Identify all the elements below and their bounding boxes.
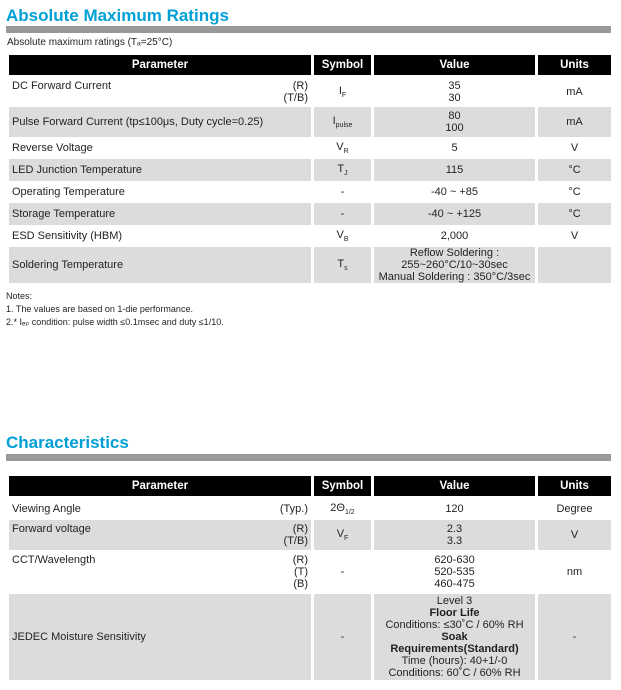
- symbol-cell: [313, 550, 373, 594]
- note-2: 2.* Iₑₚ condition: pulse width ≤0.1msec and duty ≤1/10.: [6, 317, 224, 327]
- table-row: [8, 247, 613, 283]
- value-cell: [373, 247, 537, 283]
- symbol: 2Θ: [330, 502, 345, 515]
- value-line: 5: [451, 141, 458, 154]
- parameter-name: ESD Sensitivity (HBM): [12, 229, 123, 242]
- header-units: Units: [537, 55, 613, 77]
- unit-cell: °C: [537, 203, 613, 225]
- value-line: -40 ~ +85: [430, 185, 479, 198]
- value-line: 2.3: [446, 522, 463, 535]
- value-cell: [373, 225, 537, 247]
- symbol: T: [337, 257, 345, 270]
- symbol: I: [338, 85, 342, 98]
- value-cell: [373, 137, 537, 159]
- parameter-name: Viewing Angle: [12, 503, 81, 516]
- symbol-subscript: R: [343, 147, 349, 155]
- parameter-qualifiers: [284, 523, 308, 547]
- header-value: Value: [373, 55, 537, 77]
- symbol-cell: [313, 181, 373, 203]
- characteristics-table: [6, 476, 614, 680]
- unit-cell: V: [537, 137, 613, 159]
- parameter-wrap: [12, 164, 308, 176]
- parameter-wrap: [12, 116, 308, 128]
- parameter-cell: [8, 594, 313, 680]
- value-cell: [373, 550, 537, 594]
- value-line: Floor Life: [429, 606, 480, 619]
- value-cell: [373, 203, 537, 225]
- qualifier: (T): [293, 565, 308, 578]
- value-cell: [373, 77, 537, 107]
- value-line: 30: [448, 92, 461, 105]
- unit-cell: V: [537, 520, 613, 550]
- parameter-cell: [8, 159, 313, 181]
- value-cell: [373, 594, 537, 680]
- symbol-subscript: s: [344, 264, 348, 272]
- value-cell: [373, 159, 537, 181]
- table-caption: Absolute maximum ratings (Tₐ=25°C): [7, 37, 173, 48]
- section-divider: [6, 26, 611, 33]
- parameter-cell: [8, 247, 313, 283]
- header-value: Value: [373, 476, 537, 498]
- parameter-wrap: [12, 631, 308, 643]
- header-parameter: Parameter: [8, 55, 313, 77]
- symbol: -: [340, 207, 345, 220]
- value-line: Level 3: [436, 594, 473, 607]
- table-row: [8, 520, 613, 550]
- qualifier: (Typ.): [279, 503, 308, 516]
- table-row: [8, 137, 613, 159]
- value-line: 520-535: [434, 565, 475, 578]
- value-line: 120: [445, 503, 464, 516]
- notes-heading: Notes:: [6, 291, 33, 301]
- qualifier: (R): [292, 522, 308, 535]
- symbol-cell: [313, 247, 373, 283]
- qualifier: (R): [292, 553, 308, 566]
- table-row: [8, 181, 613, 203]
- qualifier: (R): [292, 80, 308, 93]
- parameter-name: LED Junction Temperature: [12, 163, 143, 176]
- header-parameter: Parameter: [8, 476, 313, 498]
- symbol-subscript: 1/2: [344, 509, 355, 517]
- value-line: Conditions: 60˚C / 60% RH: [388, 666, 521, 679]
- symbol: -: [340, 630, 345, 643]
- abs-max-table: [6, 55, 614, 283]
- value-cell: [373, 181, 537, 203]
- parameter-wrap: [12, 208, 308, 220]
- symbol: I: [332, 114, 336, 127]
- value-cell: [373, 520, 537, 550]
- unit-cell: °C: [537, 159, 613, 181]
- parameter-cell: [8, 181, 313, 203]
- unit-cell: °C: [537, 181, 613, 203]
- symbol-cell: [313, 520, 373, 550]
- table-row: [8, 498, 613, 520]
- header-symbol: Symbol: [313, 55, 373, 77]
- symbol: V: [336, 140, 344, 153]
- parameter-cell: [8, 550, 313, 594]
- parameter-name: DC Forward Current: [12, 80, 112, 93]
- value-line: Manual Soldering : 350°C/3sec: [378, 270, 531, 283]
- value-line: -40 ~ +125: [427, 207, 482, 220]
- parameter-name: Forward voltage: [12, 522, 91, 535]
- value-line: 460-475: [434, 577, 475, 590]
- symbol: -: [340, 565, 345, 578]
- parameter-name: CCT/Wavelength: [12, 553, 96, 566]
- parameter-qualifiers: [293, 554, 308, 590]
- parameter-name: Operating Temperature: [12, 185, 125, 198]
- section-title-characteristics: Characteristics: [6, 433, 129, 452]
- value-cell: [373, 498, 537, 520]
- symbol-subscript: F: [341, 92, 347, 100]
- unit-cell: V: [537, 225, 613, 247]
- header-units: Units: [537, 476, 613, 498]
- symbol-cell: [313, 594, 373, 680]
- unit-cell: [537, 247, 613, 283]
- header-symbol: Symbol: [313, 476, 373, 498]
- symbol-cell: [313, 77, 373, 107]
- parameter-cell: [8, 520, 313, 550]
- parameter-qualifiers: [280, 503, 308, 515]
- qualifier: (B): [293, 577, 308, 590]
- note-1: 1. The values are based on 1-die performance.: [6, 304, 193, 314]
- symbol-cell: [313, 498, 373, 520]
- symbol-cell: [313, 137, 373, 159]
- table-row: [8, 77, 613, 107]
- parameter-wrap: [12, 259, 308, 271]
- parameter-wrap: [12, 503, 308, 515]
- symbol-cell: [313, 159, 373, 181]
- value-line: 2,000: [440, 229, 469, 242]
- value-line: 100: [445, 121, 464, 134]
- parameter-name: Storage Temperature: [12, 207, 116, 220]
- value-line: 35: [448, 80, 461, 93]
- table-row: [8, 203, 613, 225]
- parameter-wrap: [12, 186, 308, 198]
- value-line: 115: [445, 163, 464, 176]
- symbol: V: [336, 527, 345, 540]
- parameter-name: Pulse Forward Current (tp≤100μs, Duty cycle=0.25): [12, 115, 264, 128]
- parameter-cell: [8, 107, 313, 137]
- qualifier: (T/B): [283, 92, 308, 105]
- parameter-cell: [8, 498, 313, 520]
- section-divider: [6, 454, 611, 461]
- value-line: Soak Requirements(Standard): [390, 630, 519, 655]
- table-row: [8, 159, 613, 181]
- parameter-wrap: [12, 523, 308, 547]
- parameter-wrap: [12, 80, 308, 104]
- value-line: 80: [448, 109, 461, 122]
- unit-cell: Degree: [537, 498, 613, 520]
- value-line: Time (hours): 40+1/-0: [401, 654, 508, 667]
- value-line: 620-630: [434, 553, 475, 566]
- symbol-cell: [313, 203, 373, 225]
- parameter-wrap: [12, 142, 308, 154]
- parameter-name: Soldering Temperature: [12, 258, 124, 271]
- symbol-cell: [313, 107, 373, 137]
- table-row: [8, 550, 613, 594]
- table-row: [8, 225, 613, 247]
- symbol-subscript: B: [343, 235, 349, 243]
- qualifier: (T/B): [283, 534, 308, 547]
- value-line: Reflow Soldering : 255~260°C/10~30sec: [401, 246, 508, 271]
- symbol: -: [340, 185, 345, 198]
- symbol-subscript: F: [344, 534, 349, 542]
- value-line: Conditions: ≤30˚C / 60% RH: [385, 618, 524, 631]
- value-line: 3.3: [446, 534, 463, 547]
- unit-cell: -: [537, 594, 613, 680]
- table-row: [8, 594, 613, 680]
- unit-cell: mA: [537, 107, 613, 137]
- parameter-wrap: [12, 230, 308, 242]
- parameter-name: Reverse Voltage: [12, 141, 93, 154]
- symbol: T: [337, 162, 345, 175]
- symbol-cell: [313, 225, 373, 247]
- parameter-name: JEDEC Moisture Sensitivity: [12, 630, 146, 643]
- symbol-subscript: pulse: [335, 121, 353, 129]
- unit-cell: mA: [537, 77, 613, 107]
- table-row: [8, 107, 613, 137]
- notes: [6, 290, 224, 329]
- unit-cell: nm: [537, 550, 613, 594]
- parameter-cell: [8, 77, 313, 107]
- parameter-cell: [8, 203, 313, 225]
- parameter-cell: [8, 137, 313, 159]
- section-title-abs-max: Absolute Maximum Ratings: [6, 6, 229, 25]
- parameter-qualifiers: [284, 80, 308, 104]
- symbol: V: [336, 228, 344, 241]
- parameter-wrap: [12, 554, 308, 590]
- parameter-cell: [8, 225, 313, 247]
- symbol-subscript: J: [344, 169, 348, 177]
- value-cell: [373, 107, 537, 137]
